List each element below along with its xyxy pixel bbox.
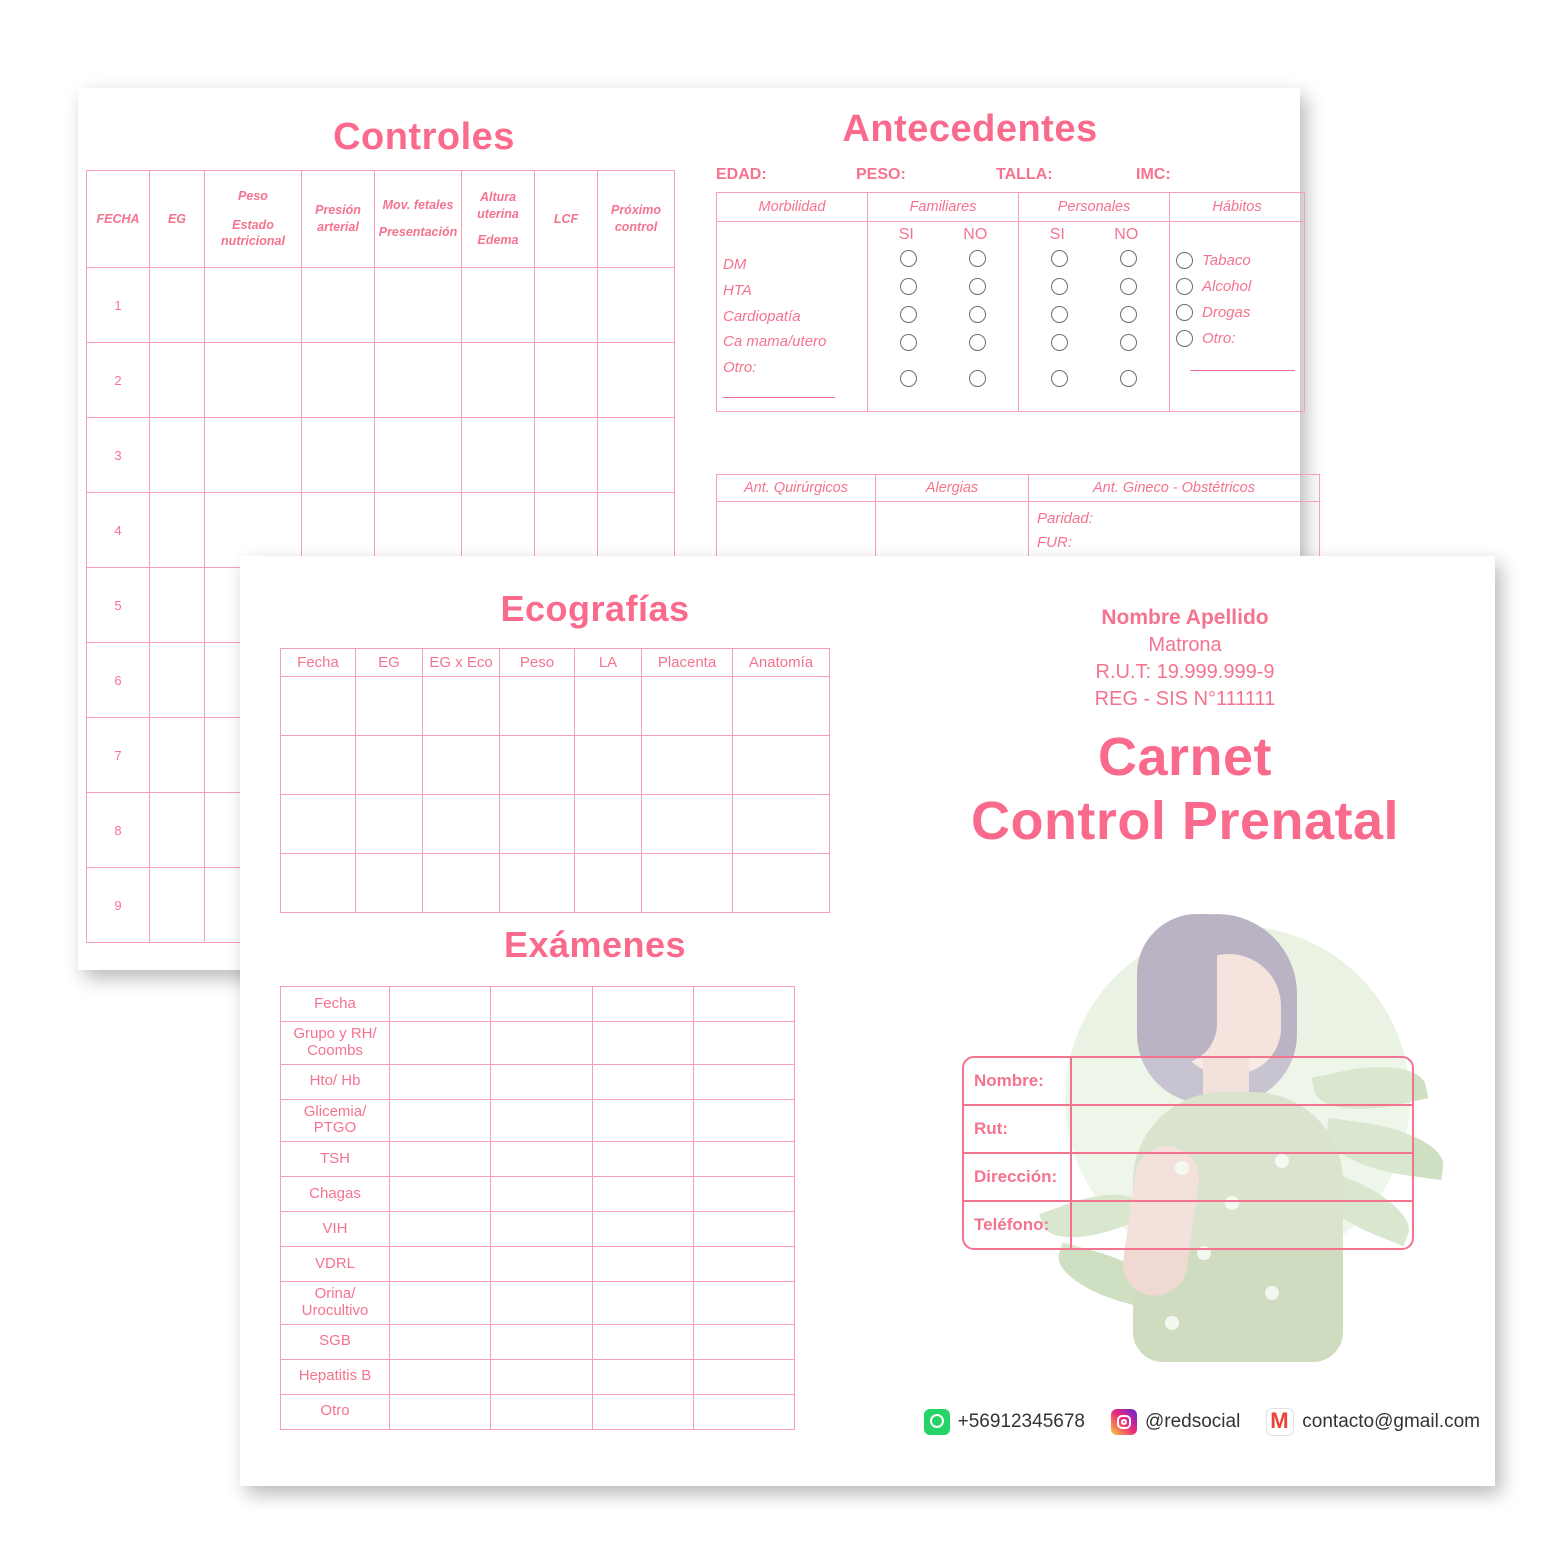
gmail-icon [1266,1408,1294,1436]
col-habitos: Hábitos [1170,193,1305,222]
table-row [281,1142,795,1177]
cell[interactable] [150,343,205,418]
col-presion: Presión arterial [302,171,375,268]
col-lcf: LCF [535,171,598,268]
morbilidad-otro-line[interactable] [723,383,835,398]
field-edad: EDAD: [716,166,767,183]
habito-otro[interactable] [1176,330,1298,347]
table-row [281,1247,795,1282]
patient-data-box [962,1056,1414,1250]
personales-no-label: NO [1114,226,1139,243]
cell[interactable] [592,1064,693,1099]
cell[interactable] [491,1212,592,1247]
cell[interactable] [205,268,302,343]
cell[interactable] [390,987,491,1022]
cell[interactable] [592,1212,693,1247]
patient-row-rut [964,1106,1412,1154]
col-morbilidad: Morbilidad [717,193,868,222]
cell[interactable] [491,1099,592,1142]
cell[interactable] [281,854,356,913]
professional-info [875,604,1495,713]
patient-row-nombre [964,1058,1412,1106]
habito-drogas-label: Drogas [1202,304,1251,321]
cell[interactable] [150,418,205,493]
cell[interactable] [281,677,356,736]
cell[interactable] [390,1022,491,1065]
hair-front-shape [1137,914,1217,1064]
table-header-row [717,193,1305,222]
radio-personal-si-dm[interactable] [1051,250,1068,267]
cell[interactable] [150,718,205,793]
table-header-row [281,649,830,677]
cell[interactable] [375,343,462,418]
table-row [281,677,830,736]
personales-si-label: SI [1049,226,1065,243]
row-number: 3 [87,418,150,493]
exam-label: Fecha [281,987,390,1022]
input-nombre[interactable] [1072,1058,1412,1104]
row-number: 1 [87,268,150,343]
cell[interactable] [390,1359,491,1394]
habito-otro-line[interactable] [1190,356,1295,371]
contact-bar [880,1408,1480,1436]
radio-familiar-si-hta[interactable] [900,278,917,295]
cell[interactable] [535,418,598,493]
cell[interactable] [462,418,535,493]
cell[interactable] [150,868,205,943]
radio-personal-si-cardiopatia[interactable] [1051,306,1068,323]
habito-tabaco-label: Tabaco [1202,252,1251,269]
col-eg: EG [150,171,205,268]
table-row [281,854,830,913]
habitos-cell [1170,222,1305,412]
antecedentes-title: Antecedentes [842,108,1098,150]
radio-personal-no-otro[interactable] [1120,370,1137,387]
cell[interactable] [592,1099,693,1142]
table-row [717,222,1305,412]
table-row [281,987,795,1022]
cell[interactable] [491,1394,592,1429]
exam-label: Orina/ Urocultivo [281,1282,390,1325]
patient-row-telefono [964,1202,1412,1248]
cell[interactable] [598,343,675,418]
cell[interactable] [375,268,462,343]
ecografias-title: Ecografías [500,588,690,629]
col-ant-quirurgicos: Ant. Quirúrgicos [717,475,876,502]
cell[interactable] [733,736,830,795]
radio-familiar-no-cardiopatia[interactable] [969,306,986,323]
cell[interactable] [491,1022,592,1065]
cell[interactable] [575,854,642,913]
habito-alcohol-label: Alcohol [1202,278,1252,295]
professional-role: Matrona [1148,634,1222,657]
examenes-body [281,987,795,1430]
cell[interactable] [302,343,375,418]
gineco-paridad: Paridad: [1037,510,1093,527]
cell[interactable] [693,1022,794,1065]
familiares-cell [868,222,1019,412]
cell[interactable] [423,854,500,913]
table-row [281,1099,795,1142]
cell[interactable] [693,987,794,1022]
col-personales: Personales [1019,193,1170,222]
cell[interactable] [575,677,642,736]
cell[interactable] [302,268,375,343]
radio-personal-si-hta[interactable] [1051,278,1068,295]
email-text: contacto@gmail.com [1302,1411,1480,1432]
instagram-icon [1111,1409,1137,1435]
whatsapp-icon [924,1409,950,1435]
radio-familiar-no-otro[interactable] [969,370,986,387]
table-row [281,1064,795,1099]
habito-tabaco[interactable] [1176,252,1298,269]
carnet-title-line2: Control Prenatal [970,790,1400,851]
cell[interactable] [390,1177,491,1212]
radio-familiar-si-ca[interactable] [900,334,917,351]
exam-label: Chagas [281,1177,390,1212]
cell[interactable] [500,736,575,795]
radio-personal-no-dm[interactable] [1120,250,1137,267]
morbilidad-table [716,192,1305,412]
col-eco-placenta: Placenta [642,649,733,677]
cell[interactable] [733,677,830,736]
radio-familiar-no-dm[interactable] [969,250,986,267]
cell[interactable] [575,736,642,795]
cell[interactable] [205,418,302,493]
cell[interactable] [592,1282,693,1325]
cell[interactable] [642,795,733,854]
input-telefono[interactable] [1072,1202,1412,1248]
row-number: 6 [87,643,150,718]
exam-label: VIH [281,1212,390,1247]
cell[interactable] [592,1359,693,1394]
row-number: 8 [87,793,150,868]
radio-drogas[interactable] [1176,304,1193,321]
carnet-cover [875,556,1495,1486]
cell[interactable] [491,1359,592,1394]
cell[interactable] [423,736,500,795]
col-alergias: Alergias [876,475,1029,502]
cell[interactable] [575,795,642,854]
cell[interactable] [592,1022,693,1065]
cell[interactable] [592,987,693,1022]
cell[interactable] [302,418,375,493]
flower-icon [1165,1316,1179,1330]
col-eco-la: LA [575,649,642,677]
morbilidad-otro: Otro: [723,359,757,377]
contact-whatsapp[interactable] [924,1409,1085,1435]
cell[interactable] [150,493,205,568]
exam-label: Hto/ Hb [281,1064,390,1099]
exam-label: SGB [281,1324,390,1359]
contact-instagram[interactable] [1111,1409,1240,1435]
table-row [281,1022,795,1065]
professional-rut: R.U.T: 19.999.999-9 [1095,661,1275,684]
cell[interactable] [390,1212,491,1247]
field-talla: TALLA: [996,166,1053,183]
cell[interactable] [491,1324,592,1359]
cell[interactable] [390,1064,491,1099]
col-eco-anatomia: Anatomía [733,649,830,677]
table-row [281,736,830,795]
field-imc: IMC: [1136,166,1171,183]
cell[interactable] [693,1064,794,1099]
familiares-no-label: NO [963,226,988,243]
habito-otro-label: Otro: [1202,330,1236,347]
exam-label: Grupo y RH/ Coombs [281,1022,390,1065]
cell[interactable] [150,643,205,718]
row-number: 2 [87,343,150,418]
table-row [281,1212,795,1247]
personales-cell [1019,222,1170,412]
familiares-si-label: SI [898,226,914,243]
label-telefono: Teléfono: [964,1202,1072,1248]
row-number: 7 [87,718,150,793]
col-peso: Peso Estado nutricional [205,171,302,268]
whatsapp-text: +56912345678 [957,1411,1085,1432]
cell[interactable] [491,1142,592,1177]
antecedentes-fields [716,166,1276,184]
table-row [281,1324,795,1359]
ecografias-body [281,677,830,913]
cell[interactable] [390,1282,491,1325]
exam-label: Glicemia/ PTGO [281,1099,390,1142]
radio-tabaco[interactable] [1176,252,1193,269]
field-peso: PESO: [856,166,906,183]
cell[interactable] [390,1142,491,1177]
table-row [281,1177,795,1212]
cell[interactable] [693,1177,794,1212]
col-eco-fecha: Fecha [281,649,356,677]
exam-label: VDRL [281,1247,390,1282]
examenes-title: Exámenes [503,924,687,965]
label-rut: Rut: [964,1106,1072,1152]
cell[interactable] [150,268,205,343]
row-number: 5 [87,568,150,643]
cell[interactable] [390,1247,491,1282]
cell[interactable] [462,268,535,343]
morbilidad-hta: HTA [723,281,752,299]
cell[interactable] [205,343,302,418]
col-eco-peso: Peso [500,649,575,677]
table-row [281,1394,795,1429]
morbilidad-cardiopatia: Cardiopatía [723,307,801,325]
radio-familiar-si-cardiopatia[interactable] [900,306,917,323]
cell[interactable] [390,1324,491,1359]
table-row [87,268,675,343]
cell[interactable] [535,268,598,343]
exam-label: Hepatitis B [281,1359,390,1394]
cell[interactable] [693,1324,794,1359]
cell[interactable] [356,795,423,854]
table-row [281,795,830,854]
cell[interactable] [500,854,575,913]
familiares-si-options [900,250,917,387]
examenes-table [280,986,795,1430]
col-altura-uterina: Altura uterina Edema [462,171,535,268]
table-row [87,343,675,418]
radio-personal-si-otro[interactable] [1051,370,1068,387]
cell[interactable] [642,854,733,913]
col-mov-fetales: Mov. fetales Presentación [375,171,462,268]
col-eco-eg: EG [356,649,423,677]
radio-personal-no-cardiopatia[interactable] [1120,306,1137,323]
gineco-fur: FUR: [1037,534,1072,551]
instagram-text: @redsocial [1144,1411,1241,1432]
cell[interactable] [693,1247,794,1282]
cell[interactable] [423,677,500,736]
table-header-row [717,475,1320,502]
cell[interactable] [733,795,830,854]
cell[interactable] [500,795,575,854]
cell[interactable] [693,1282,794,1325]
row-number: 9 [87,868,150,943]
familiares-no-options [969,250,986,387]
cell[interactable] [592,1142,693,1177]
radio-personal-no-ca[interactable] [1120,334,1137,351]
cell[interactable] [500,677,575,736]
cell[interactable] [491,1282,592,1325]
radio-familiar-si-dm[interactable] [900,250,917,267]
habito-drogas[interactable] [1176,304,1298,321]
cell[interactable] [733,854,830,913]
morbilidad-dm: DM [723,256,747,273]
radio-familiar-si-otro[interactable] [900,370,917,387]
input-rut[interactable] [1072,1106,1412,1152]
exam-label: TSH [281,1142,390,1177]
cell[interactable] [592,1177,693,1212]
cell[interactable] [535,343,598,418]
cell[interactable] [390,1394,491,1429]
cell[interactable] [491,1177,592,1212]
cell[interactable] [693,1212,794,1247]
ecografias-table [280,648,830,913]
cell[interactable] [642,677,733,736]
cell[interactable] [598,268,675,343]
flower-icon [1265,1286,1279,1300]
front-sheet-page [240,556,1495,1486]
exam-label: Otro [281,1394,390,1429]
col-eco-eg-x-eco: EG x Eco [423,649,500,677]
cell[interactable] [356,854,423,913]
radio-familiar-no-hta[interactable] [969,278,986,295]
cell[interactable] [390,1099,491,1142]
cell[interactable] [693,1142,794,1177]
table-row [281,1282,795,1325]
carnet-title [875,726,1495,853]
cell[interactable] [491,1247,592,1282]
professional-name: Nombre Apellido [1101,606,1269,629]
cell[interactable] [423,795,500,854]
label-direccion: Dirección: [964,1154,1072,1200]
cell[interactable] [693,1394,794,1429]
morbilidad-ca-mama-utero: Ca mama/utero [723,333,827,351]
cell[interactable] [281,736,356,795]
cell[interactable] [592,1394,693,1429]
cell[interactable] [491,987,592,1022]
cell[interactable] [150,793,205,868]
table-row [87,418,675,493]
cell[interactable] [693,1359,794,1394]
cell[interactable] [356,677,423,736]
table-header-row [87,171,675,268]
contact-email[interactable] [1266,1408,1480,1436]
col-ant-gineco: Ant. Gineco - Obstétricos [1029,475,1320,502]
morbilidad-list-cell [717,222,868,412]
radio-personal-no-hta[interactable] [1120,278,1137,295]
professional-reg: REG - SIS N°111111 [1094,688,1276,711]
radio-personal-si-ca[interactable] [1051,334,1068,351]
radio-alcohol[interactable] [1176,278,1193,295]
col-proximo-control: Próximo control [598,171,675,268]
col-fecha: FECHA [87,171,150,268]
table-row [281,1359,795,1394]
col-familiares: Familiares [868,193,1019,222]
cell[interactable] [592,1324,693,1359]
controles-title: Controles [333,116,515,158]
radio-familiar-no-ca[interactable] [969,334,986,351]
cell[interactable] [281,795,356,854]
cell[interactable] [150,568,205,643]
personales-no-options [1120,250,1137,387]
carnet-title-line1: Carnet [1097,727,1273,787]
cell[interactable] [598,418,675,493]
patient-row-direccion [964,1154,1412,1202]
personales-si-options [1051,250,1068,387]
cell[interactable] [592,1247,693,1282]
radio-otro-habito[interactable] [1176,330,1193,347]
cell[interactable] [491,1064,592,1099]
habito-alcohol[interactable] [1176,278,1298,295]
cell[interactable] [642,736,733,795]
cell[interactable] [693,1099,794,1142]
cell[interactable] [462,343,535,418]
row-number: 4 [87,493,150,568]
label-nombre: Nombre: [964,1058,1072,1104]
cell[interactable] [356,736,423,795]
input-direccion[interactable] [1072,1154,1412,1200]
cell[interactable] [375,418,462,493]
